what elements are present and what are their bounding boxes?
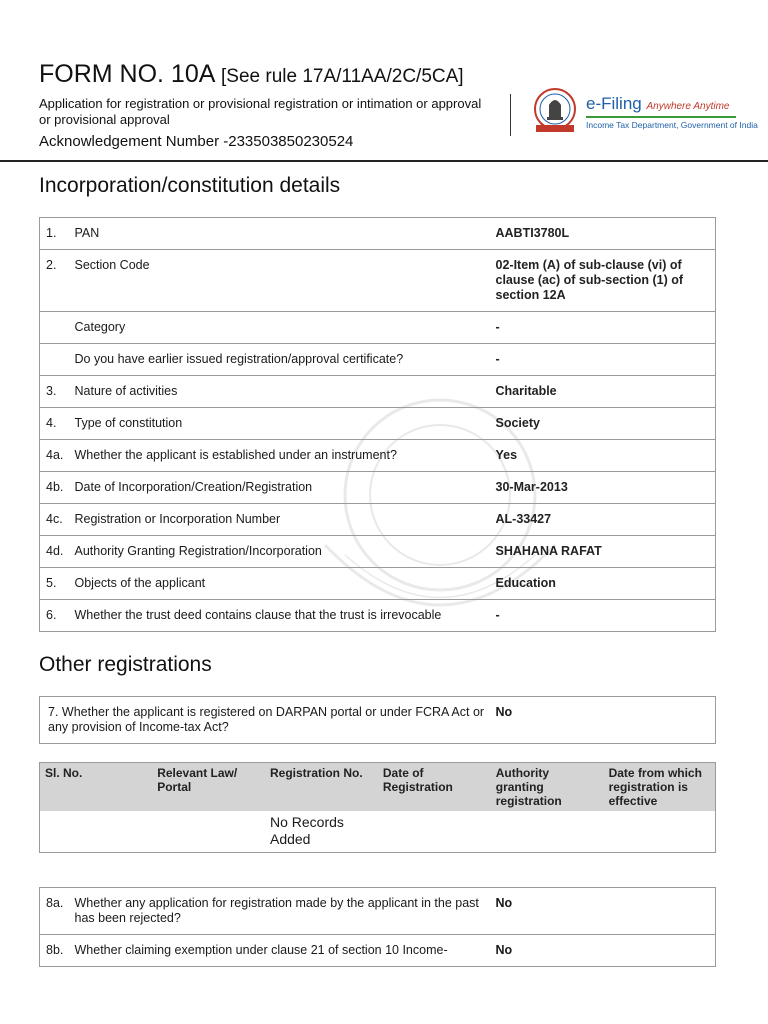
table-row [40,888,716,935]
row-value: - [490,344,716,376]
table-row [40,697,716,744]
rejection-table [39,887,716,967]
table-row [40,568,716,600]
table-row [40,935,716,967]
row-value: No [490,888,716,935]
national-emblem-icon [530,87,580,135]
table-row [40,440,716,472]
row-label: Nature of activities [70,376,490,408]
row-label: Whether claiming exemption under clause 21 of section 10 Income- [70,935,490,967]
section-title-incorporation: Incorporation/constitution details [39,174,341,197]
table-row [40,376,716,408]
column-header: Relevant Law/ Portal [152,763,265,812]
table-row [40,250,716,312]
logo-underline [586,116,736,118]
column-header: Date of Registration [378,763,491,812]
table-row [40,408,716,440]
row-number: 4. [40,408,70,440]
row-label: Date of Incorporation/Creation/Registration [70,472,490,504]
efiling-logo [586,94,729,114]
row-number: 4c. [40,504,70,536]
row-label: Whether the trust deed contains clause that the trust is irrevocable [70,600,490,632]
row-number: 2. [40,250,70,312]
table-row [40,472,716,504]
table-row [40,312,716,344]
row-number: 8a. [40,888,70,935]
no-records-label: No Records Added [269,814,344,847]
darpan-question-table [39,696,716,744]
row-label: Type of constitution [70,408,490,440]
row-number: 5. [40,568,70,600]
section-title-other-registrations: Other registrations [39,653,212,676]
column-header: Registration No. [265,763,378,812]
form-rule: [See rule 17A/11AA/2C/5CA] [221,66,464,87]
form-number: FORM NO. 10A [39,60,215,88]
header-divider [510,94,511,136]
question-label: 7. Whether the applicant is registered on DARPAN portal or under FCRA Act or any provision of Income-tax Act? [48,705,485,734]
row-value: Yes [490,440,716,472]
row-number: 3. [40,376,70,408]
row-label: Category [70,312,490,344]
department-name: Income Tax Department, Government of India [586,120,758,130]
form-header [0,0,768,162]
table-header-row [40,763,716,812]
table-row [40,218,716,250]
row-value: AABTI3780L [490,218,716,250]
row-number: 1. [40,218,70,250]
efiling-tagline: Anywhere Anytime [646,101,730,112]
row-value: No [490,935,716,967]
form-description: Application for registration or provisional registration or intimation or approval or provisional approval [39,96,482,127]
row-label: Whether the applicant is established under an instrument? [70,440,490,472]
row-number: 4a. [40,440,70,472]
empty-cell [40,811,153,852]
efiling-brand: e-Filing [586,94,642,113]
form-title [39,60,464,89]
row-value: AL-33427 [490,504,716,536]
row-label: Objects of the applicant [70,568,490,600]
row-number: 6. [40,600,70,632]
row-label: Section Code [70,250,490,312]
table-row [40,536,716,568]
table-row [40,504,716,536]
empty-cell [152,811,265,852]
row-number: 4d. [40,536,70,568]
acknowledgement-number: Acknowledgement Number -233503850230524 [39,133,354,150]
row-value: Charitable [490,376,716,408]
incorporation-table [39,217,716,632]
row-label: PAN [70,218,490,250]
row-value: Education [490,568,716,600]
table-row [40,811,716,852]
row-label: Registration or Incorporation Number [70,504,490,536]
row-label: Authority Granting Registration/Incorporation [70,536,490,568]
registrations-table [39,762,716,853]
row-value: - [490,600,716,632]
question-value: No [495,705,513,719]
table-row [40,600,716,632]
column-header: Sl. No. [40,763,153,812]
row-label: Do you have earlier issued registration/approval certificate? [70,344,490,376]
no-records-text [265,811,716,852]
row-number [40,312,70,344]
row-value: 30-Mar-2013 [490,472,716,504]
row-value: Society [490,408,716,440]
column-header: Date from which registration is effective [604,763,716,812]
row-number: 8b. [40,935,70,967]
row-label: Whether any application for registration made by the applicant in the past has been rejected? [70,888,490,935]
row-number [40,344,70,376]
column-header: Authority granting registration [491,763,604,812]
row-value: SHAHANA RAFAT [490,536,716,568]
row-number: 4b. [40,472,70,504]
row-value: - [490,312,716,344]
row-value: 02-Item (A) of sub-clause (vi) of clause (ac) of sub-section (1) of section 12A [490,250,716,312]
table-row [40,344,716,376]
